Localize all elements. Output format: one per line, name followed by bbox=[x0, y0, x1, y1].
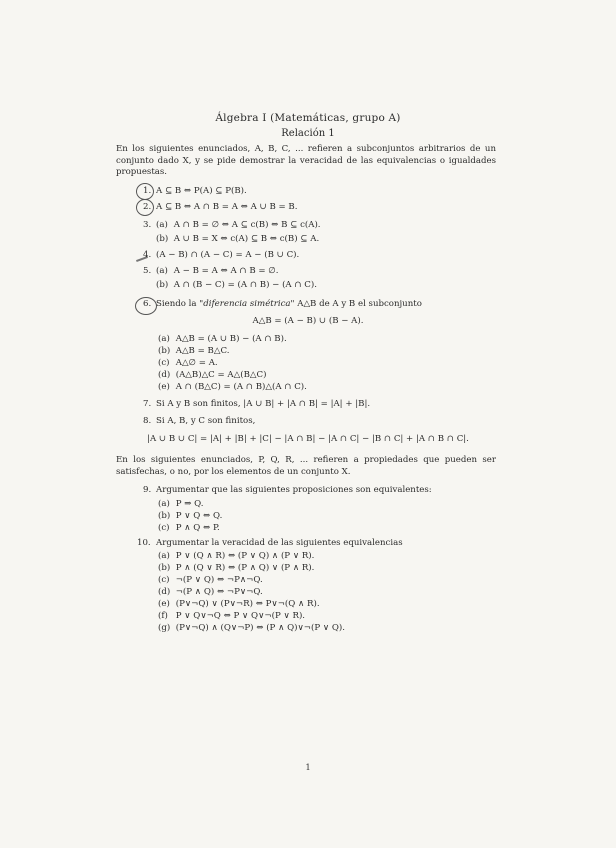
item-10-sub bbox=[158, 611, 305, 622]
item-1 bbox=[143, 186, 247, 197]
sub-label: (a) bbox=[156, 266, 168, 276]
item-9-sub bbox=[158, 499, 204, 510]
item-text: Argumentar la veracidad de las siguientes equivalencias bbox=[156, 538, 403, 548]
sub-label: (b) bbox=[158, 346, 171, 356]
sub-label: (c) bbox=[158, 358, 170, 368]
sub-text: P ∧ Q ⇔ P. bbox=[175, 523, 220, 533]
sub-label: (e) bbox=[158, 382, 170, 392]
sub-text: A ∪ B = X ⇔ c(A) ⊆ B ⇔ c(B) ⊆ A. bbox=[173, 234, 320, 244]
sub-label: (a) bbox=[158, 334, 170, 344]
item-number: 3. bbox=[143, 220, 152, 230]
item-text: A ⊆ B ⇔ P(A) ⊆ P(B). bbox=[156, 186, 247, 196]
lead-pre: Siendo la " bbox=[156, 299, 204, 309]
item-3a bbox=[143, 220, 321, 231]
sub-text: A△B = B△C. bbox=[175, 346, 230, 356]
item-number: 6. bbox=[143, 299, 152, 309]
item-6-formula: A△B = (A − B) ∪ (B − A). bbox=[252, 316, 364, 326]
item-10-sub bbox=[158, 563, 314, 574]
item-5a bbox=[143, 266, 279, 277]
item-7 bbox=[143, 399, 370, 410]
page-title: Álgebra I (Matemáticas, grupo A) bbox=[215, 112, 401, 124]
item-10-sub bbox=[158, 587, 263, 598]
sub-text: A − B = A ⇔ A ∩ B = ∅. bbox=[173, 266, 279, 276]
sub-label: (d) bbox=[158, 587, 171, 597]
page-subtitle: Relación 1 bbox=[281, 128, 335, 139]
item-4 bbox=[143, 250, 299, 261]
item-10-sub bbox=[158, 599, 320, 610]
sub-label: (c) bbox=[158, 523, 170, 533]
item-6-sub bbox=[158, 334, 287, 345]
item-6-sub bbox=[158, 346, 229, 357]
sub-text: A ∩ (B − C) = (A ∩ B) − (A ∩ C). bbox=[173, 280, 317, 290]
item-9 bbox=[143, 485, 432, 496]
sub-label: (a) bbox=[156, 220, 168, 230]
item-number: 1. bbox=[143, 186, 152, 196]
item-8-formula: |A ∪ B ∪ C| = |A| + |B| + |C| − |A ∩ B| − |A ∩ C| − |B ∩ C| + |A ∩ B ∩ C|. bbox=[147, 434, 469, 444]
item-10 bbox=[137, 538, 403, 549]
item-9-sub bbox=[158, 523, 220, 534]
item-number: 9. bbox=[143, 485, 152, 495]
sub-text: A△∅ = A. bbox=[175, 358, 218, 368]
sub-label: (b) bbox=[158, 511, 171, 521]
item-number: 8. bbox=[143, 416, 152, 426]
item-10-sub bbox=[158, 551, 314, 562]
item-text: Argumentar que las siguientes proposiciones son equivalentes: bbox=[156, 485, 432, 495]
sub-label: (a) bbox=[158, 551, 170, 561]
sub-text: A ∩ (B△C) = (A ∩ B)△(A ∩ C). bbox=[175, 382, 307, 392]
item-number: 2. bbox=[143, 202, 152, 212]
intro-paragraph: En los siguientes enunciados, A, B, C, ... refieren a subconjuntos arbitrarios de un conjunto dado X, y se pide demostrar la veracidad de las equivalencias o igualdades propuestas. bbox=[116, 144, 496, 177]
sub-text: A△B = (A ∪ B) − (A ∩ B). bbox=[175, 334, 287, 344]
sub-label: (b) bbox=[156, 280, 169, 290]
sub-text: ¬(P ∨ Q) ⇔ ¬P∧¬Q. bbox=[175, 575, 263, 585]
item-number: 10. bbox=[137, 538, 151, 548]
sub-text: A ∩ B = ∅ ⇔ A ⊆ c(B) ⇔ B ⊆ c(A). bbox=[173, 220, 321, 230]
sub-label: (d) bbox=[158, 370, 171, 380]
item-6-lead bbox=[143, 299, 422, 310]
sub-label: (b) bbox=[158, 563, 171, 573]
item-number: 7. bbox=[143, 399, 152, 409]
item-text: A ⊆ B ⇔ A ∩ B = A ⇔ A ∪ B = B. bbox=[156, 202, 298, 212]
sub-label: (c) bbox=[158, 575, 170, 585]
item-number: 4. bbox=[143, 250, 152, 260]
item-6-sub bbox=[158, 358, 218, 369]
item-3b bbox=[156, 234, 319, 245]
sub-text: ¬(P ∧ Q) ⇔ ¬P∨¬Q. bbox=[175, 587, 263, 597]
sub-label: (e) bbox=[158, 599, 170, 609]
item-text: (A − B) ∩ (A − C) = A − (B ∪ C). bbox=[156, 250, 300, 260]
sub-text: P ⇒ Q. bbox=[175, 499, 204, 509]
sub-text: (P∨¬Q) ∧ (Q∨¬P) ⇔ (P ∧ Q)∨¬(P ∨ Q). bbox=[175, 623, 345, 633]
sub-text: P ∧ (Q ∨ R) ⇔ (P ∧ Q) ∨ (P ∧ R). bbox=[175, 563, 315, 573]
item-number: 5. bbox=[143, 266, 152, 276]
item-5b bbox=[156, 280, 317, 291]
sub-label: (g) bbox=[158, 623, 171, 633]
sub-label: (a) bbox=[158, 499, 170, 509]
item-10-sub bbox=[158, 623, 345, 634]
sub-text: P ∨ Q ⇔ Q. bbox=[175, 511, 223, 521]
item-2 bbox=[143, 202, 297, 213]
sub-text: P ∨ (Q ∧ R) ⇔ (P ∨ Q) ∧ (P ∨ R). bbox=[175, 551, 315, 561]
item-6-sub bbox=[158, 370, 266, 381]
sub-label: (b) bbox=[156, 234, 169, 244]
sub-text: (A△B)△C = A△(B△C) bbox=[175, 370, 267, 380]
sub-label: (f) bbox=[158, 611, 168, 621]
sub-text: P ∨ Q∨¬Q ⇔ P ∨ Q∨¬(P ∨ R). bbox=[175, 611, 306, 621]
item-6-sub bbox=[158, 382, 307, 393]
sub-text: (P∨¬Q) ∨ (P∨¬R) ⇔ P∨¬(Q ∧ R). bbox=[175, 599, 320, 609]
item-9-sub bbox=[158, 511, 222, 522]
page-number: 1 bbox=[305, 763, 311, 772]
lead-emphasis: diferencia simétrica bbox=[203, 299, 291, 309]
item-text: Si A, B, y C son finitos, bbox=[156, 416, 256, 426]
item-8 bbox=[143, 416, 255, 427]
item-text: Si A y B son finitos, |A ∪ B| + |A ∩ B| = |A| + |B|. bbox=[156, 399, 371, 409]
intro2-paragraph: En los siguientes enunciados, P, Q, R, ... refieren a propiedades que pueden ser satisfechas, o no, por los elementos de un conjunto X. bbox=[116, 455, 496, 477]
lead-post: " A△B de A y B el subconjunto bbox=[290, 299, 422, 309]
item-10-sub bbox=[158, 575, 263, 586]
